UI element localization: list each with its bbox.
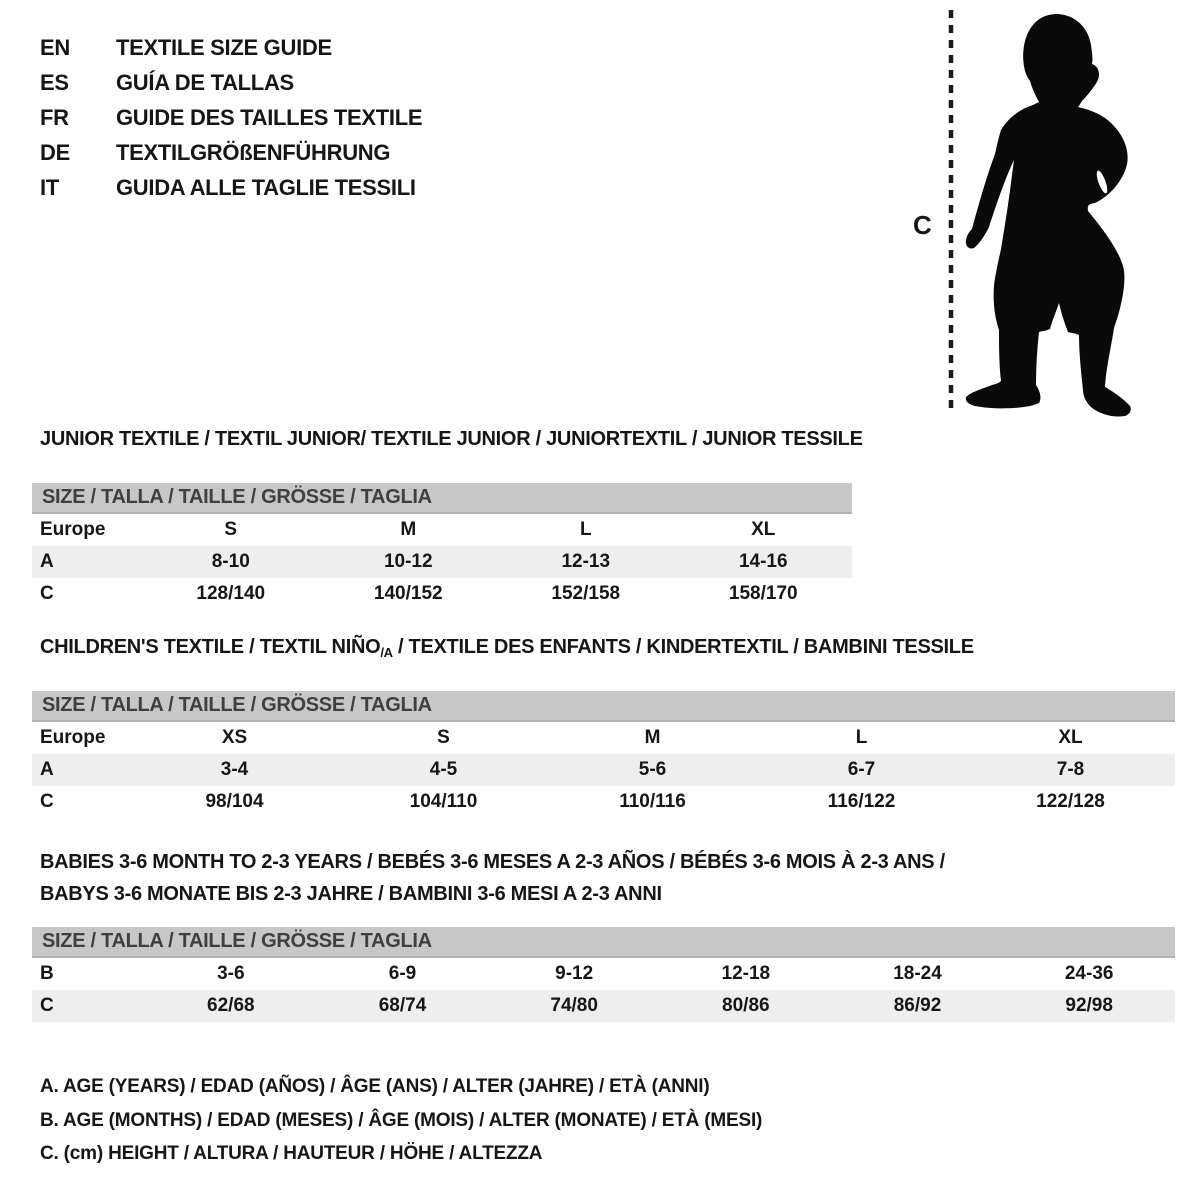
table-row (32, 958, 1175, 990)
row-label: C (40, 995, 54, 1016)
size-cell: S (224, 519, 238, 540)
size-cell: 4-5 (429, 759, 458, 780)
size-cell: 14-16 (738, 551, 788, 572)
junior-size-table (32, 483, 852, 610)
size-cell: S (437, 727, 450, 748)
language-row (40, 170, 422, 205)
size-cell: 122/128 (1036, 791, 1105, 812)
size-cell: 92/98 (1065, 995, 1113, 1016)
language-row (40, 135, 422, 170)
language-title: TEXTILGRÖßENFÜHRUNG (116, 140, 391, 165)
size-cell: 86/92 (893, 995, 942, 1016)
table-row (32, 786, 1175, 818)
size-cell: 12-18 (721, 963, 771, 984)
babies-section-title (40, 846, 945, 910)
size-cell: M (400, 519, 417, 540)
size-figure (935, 6, 1145, 420)
language-title: GUIDE DES TAILLES TEXTILE (116, 105, 423, 130)
size-cell: 110/116 (619, 791, 686, 812)
language-title: TEXTILE SIZE GUIDE (116, 35, 332, 60)
size-cell: 116/122 (827, 791, 896, 812)
children-title-sub: /A (380, 645, 393, 660)
language-title: GUÍA DE TALLAS (116, 70, 294, 95)
language-row (40, 65, 422, 100)
size-cell: 68/74 (378, 995, 427, 1016)
legend-line-a: A. AGE (YEARS) / EDAD (AÑOS) / ÂGE (ANS) / ALTER (JAHRE) / ETÀ (ANNI) (40, 1076, 710, 1097)
table-row (32, 722, 1175, 754)
language-code: EN (40, 35, 70, 60)
row-label: A (40, 551, 54, 572)
measurement-legend (40, 1070, 762, 1171)
size-cell: 3-4 (220, 759, 249, 780)
legend-line-b: B. AGE (MONTHS) / EDAD (MESES) / ÂGE (MOIS) / ALTER (MONATE) / ETÀ (MESI) (40, 1109, 763, 1131)
row-label: B (40, 963, 54, 984)
size-cell: 98/104 (205, 791, 264, 812)
row-label: A (40, 759, 54, 780)
language-title-block (40, 30, 422, 205)
language-code: ES (40, 70, 69, 95)
table-row (32, 578, 852, 610)
size-cell: 152/158 (551, 583, 621, 604)
height-measure-label: C (913, 210, 932, 240)
size-cell: L (579, 519, 592, 540)
babies-title-line2: BABYS 3-6 MONATE BIS 2-3 JAHRE / BAMBINI 3-6 MESI A 2-3 ANNI (40, 883, 662, 905)
size-cell: 3-6 (217, 963, 245, 984)
size-cell: 62/68 (207, 995, 255, 1016)
table-row (32, 546, 852, 578)
row-label: Europe (40, 727, 106, 748)
size-cell: 74/80 (550, 995, 598, 1016)
language-code: DE (40, 140, 70, 165)
size-cell: XS (221, 727, 248, 748)
size-cell: M (644, 727, 661, 748)
size-cell: 12-13 (561, 551, 611, 572)
language-row (40, 100, 422, 135)
size-cell: XL (751, 519, 776, 540)
size-cell: 9-12 (555, 963, 594, 984)
legend-line-c: C. (cm) HEIGHT / ALTURA / HAUTEUR / HÖHE / ALTEZZA (40, 1143, 543, 1164)
size-cell: 10-12 (383, 551, 433, 572)
language-code: IT (40, 175, 59, 200)
junior-section-title: JUNIOR TEXTILE / TEXTIL JUNIOR/ TEXTILE JUNIOR / JUNIORTEXTIL / JUNIOR TESSILE (40, 428, 863, 450)
size-cell: 5-6 (638, 759, 667, 780)
size-cell: 18-24 (893, 963, 942, 984)
size-cell: 7-8 (1056, 759, 1085, 780)
size-header-bar: SIZE / TALLA / TAILLE / GRÖSSE / TAGLIA (32, 483, 852, 514)
size-cell: 140/152 (373, 583, 443, 604)
table-row (32, 514, 852, 546)
size-cell: 104/110 (409, 791, 478, 812)
row-label: Europe (40, 519, 106, 540)
children-title-suffix: / TEXTILE DES ENFANTS / KINDERTEXTIL / BAMBINI TESSILE (392, 636, 974, 658)
size-cell: 158/170 (728, 583, 798, 604)
table-row (32, 990, 1175, 1022)
size-cell: 128/140 (196, 583, 266, 604)
row-label: C (40, 791, 54, 812)
size-header-bar: SIZE / TALLA / TAILLE / GRÖSSE / TAGLIA (32, 691, 1175, 722)
size-cell: 80/86 (722, 995, 770, 1016)
table-row (32, 754, 1175, 786)
size-cell: 24-36 (1064, 963, 1114, 984)
row-label: C (40, 583, 54, 604)
size-cell: XL (1058, 727, 1083, 748)
babies-size-table (32, 927, 1175, 1022)
children-section-title (40, 636, 974, 660)
language-code: FR (40, 105, 69, 130)
children-size-table (32, 691, 1175, 818)
size-cell: 6-7 (847, 759, 876, 780)
language-row (40, 30, 422, 65)
size-header-bar: SIZE / TALLA / TAILLE / GRÖSSE / TAGLIA (32, 927, 1175, 958)
toddler-silhouette-icon (966, 14, 1131, 417)
size-cell: 6-9 (388, 963, 417, 984)
children-title-prefix: CHILDREN'S TEXTILE / TEXTIL NIÑO (40, 636, 381, 658)
size-cell: 8-10 (211, 551, 250, 572)
language-title: GUIDA ALLE TAGLIE TESSILI (116, 175, 416, 200)
babies-title-line1: BABIES 3-6 MONTH TO 2-3 YEARS / BEBÉS 3-6 MESES A 2-3 AÑOS / BÉBÉS 3-6 MOIS À 2-3 ANS / (40, 851, 945, 873)
size-cell: L (855, 727, 868, 748)
